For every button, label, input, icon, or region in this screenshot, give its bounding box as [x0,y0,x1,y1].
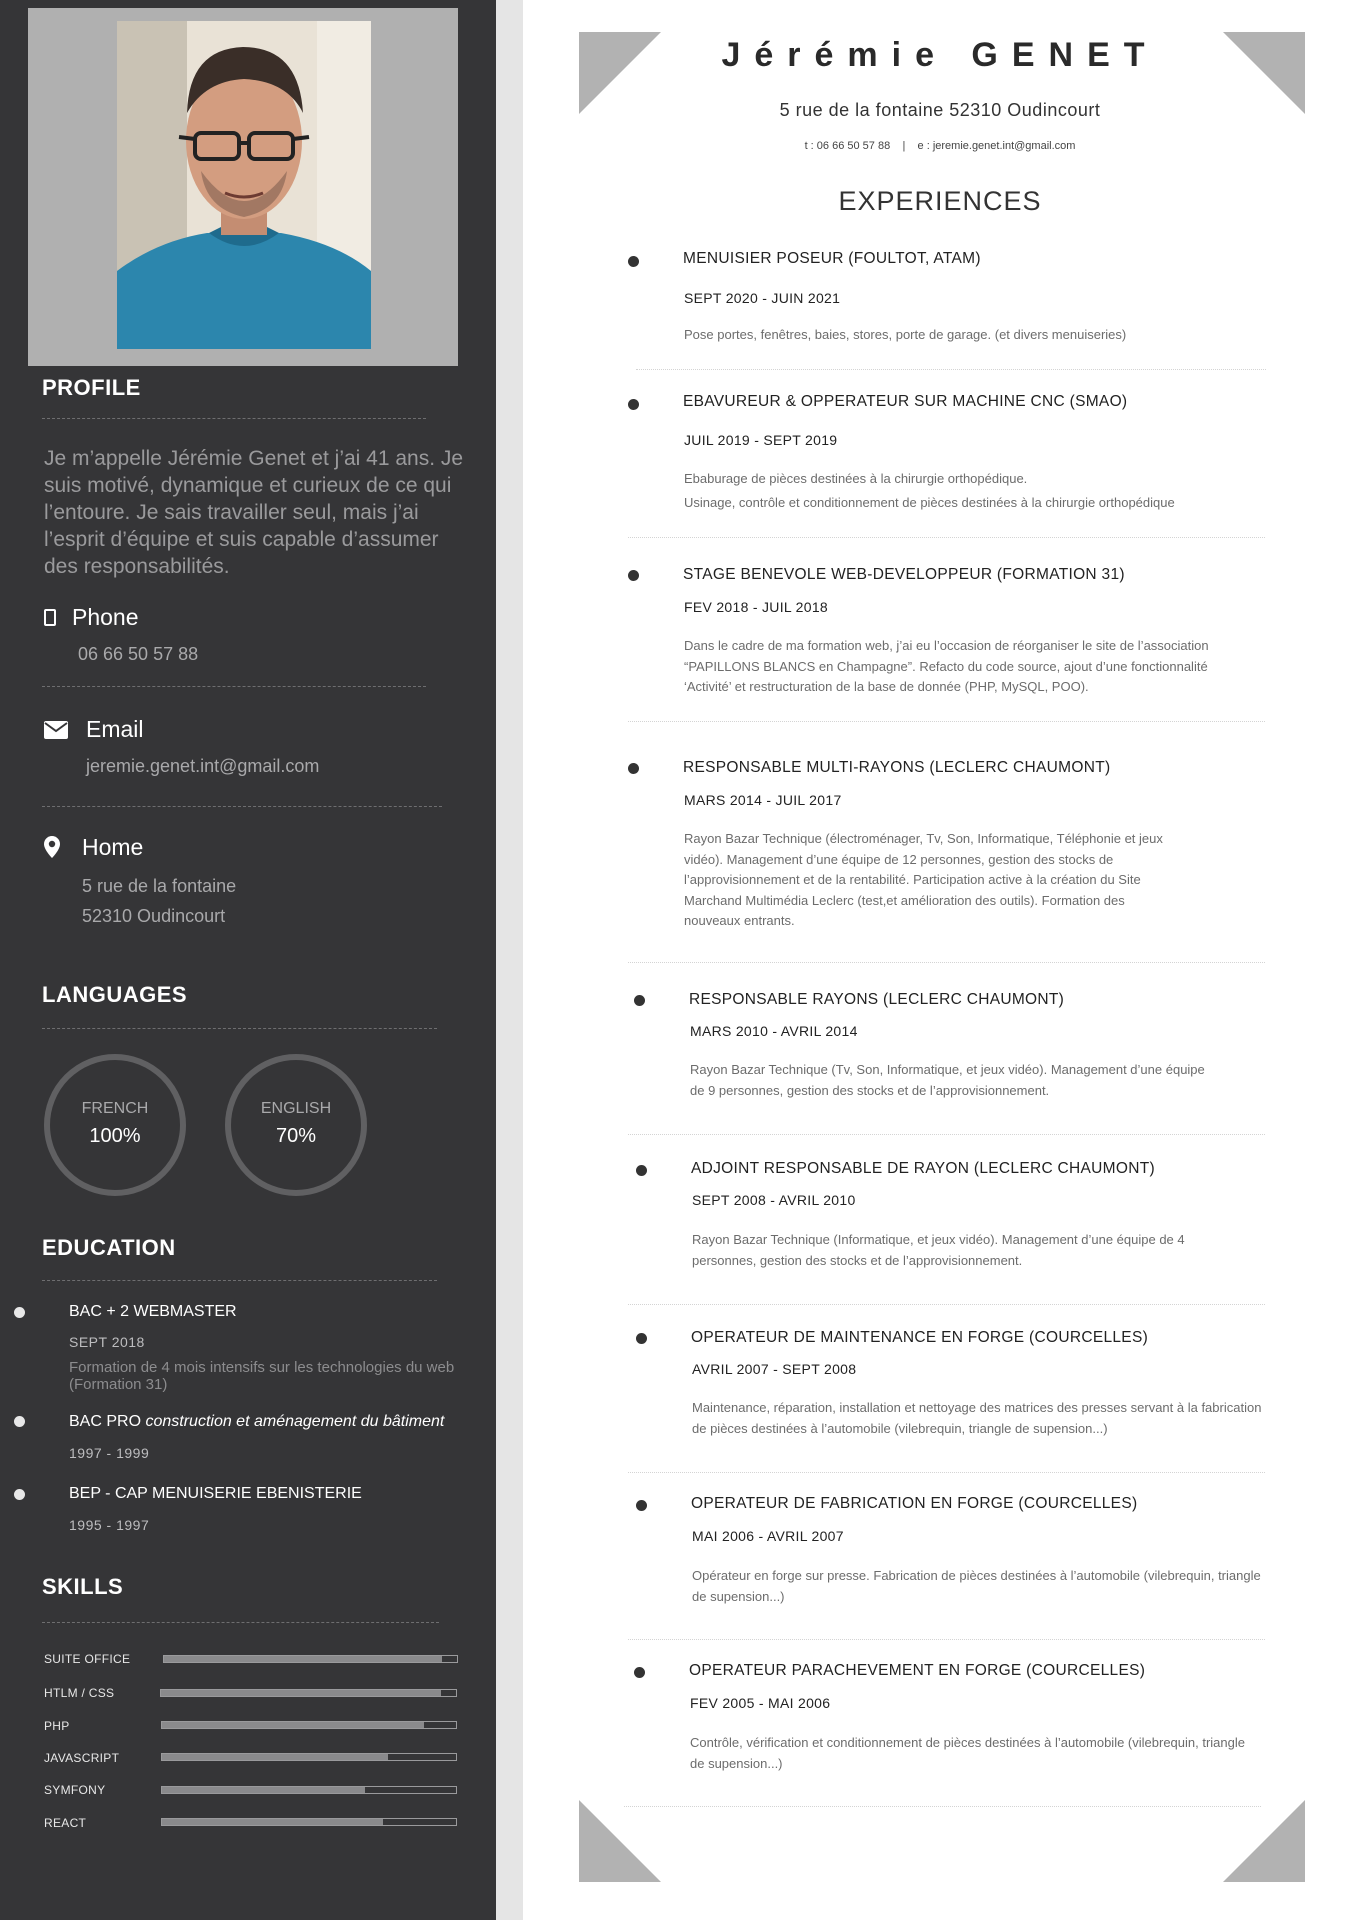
skill-bar [160,1689,457,1697]
header-phone: t : 06 66 50 57 88 [804,140,891,152]
header-separator: | [902,140,906,152]
education-date: 1995 - 1997 [69,1517,150,1533]
skill-bar [161,1786,457,1794]
profile-photo-frame [28,8,458,366]
education-title: BAC + 2 WEBMASTER [69,1303,237,1320]
skill-bar-fill [162,1787,365,1793]
language-name: ENGLISH [260,1100,332,1117]
header-address: 5 rue de la fontaine 52310 Oudincourt [779,100,1101,120]
language-name: FRENCH [81,1100,149,1117]
map-pin-icon [44,836,60,858]
corner-decoration-bottom-right [1223,1800,1305,1882]
experience-separator [628,1639,1265,1640]
experience-desc: Rayon Bazar Technique (Tv, Son, Informatique, et jeux vidéo). Management d’une équipe de 9 personnes, gestion des stocks et de l’approvisionnement. [690,1062,1205,1098]
experience-bullet [628,570,639,581]
experience-separator [624,1806,1261,1807]
experience-date: MARS 2014 - JUIL 2017 [684,792,842,808]
experience-desc: Rayon Bazar Technique (électroménager, Tv, Son, Informatique, Téléphonie et jeux vidéo). Management d’une équipe de 12 personnes, gestion des stocks de l’approvisionnement et de la rentabilité. Participation active à la création du Site Marchand Multimédia Leclerc (test,et amélioration des outils). Formation des nouveaux entrants. [684,831,1163,928]
experience-bullet [636,1333,647,1344]
experience-date: FEV 2018 - JUIL 2018 [684,599,829,615]
home-address-line1: 5 rue de la fontaine [82,876,237,896]
experience-desc: Ebaburage de pièces destinées à la chirurgie orthopédique. Usinage, contrôle et conditionnement de pièces destinées à la chirurgie orthopédique [684,471,1175,510]
experience-date: FEV 2005 - MAI 2006 [690,1695,831,1711]
education-date: SEPT 2018 [69,1334,145,1350]
experience-title: STAGE BENEVOLE WEB-DEVELOPPEUR (FORMATION 31) [683,566,1125,583]
language-percent: 100% [89,1125,141,1147]
skill-bar-fill [164,1656,442,1662]
experience-title: ADJOINT RESPONSABLE DE RAYON (LECLERC CHAUMONT) [691,1160,1155,1177]
experience-bullet [636,1165,647,1176]
experience-desc: Rayon Bazar Technique (Informatique, et jeux vidéo). Management d’une équipe de 4 personnes, gestion des stocks et de l’approvisionnement. [692,1232,1185,1268]
experience-bullet [636,1500,647,1511]
language-percent: 70% [275,1125,317,1147]
experience-separator [628,1472,1265,1473]
skill-bar-fill [162,1754,388,1760]
experience-desc: Dans le cadre de ma formation web, j’ai eu l’occasion de réorganiser le site de l’association “PAPILLONS BLANCS en Champagne”. Refacto du code source, ajout d’une fonctionnalité ‘Activité’ et restructuration de la base de donnée (PHP, MySQL, POO). [684,638,1209,694]
sidebar [0,0,496,1920]
skill-name: SYMFONY [44,1783,106,1797]
education-title-prefix: BAC PRO [69,1413,142,1430]
experience-separator [628,1134,1265,1135]
email-value: jeremie.genet.int@gmail.com [86,756,320,776]
corner-decoration-bottom-left [579,1800,661,1882]
skills-heading: SKILLS [42,1574,124,1599]
home-label: Home [82,834,144,860]
skill-bar [161,1818,457,1826]
gutter [496,0,523,1920]
divider [42,1280,437,1281]
education-date: 1997 - 1999 [69,1445,150,1461]
education-bullet [14,1416,25,1427]
profile-text: Je m’appelle Jérémie Genet et j’ai 41 ans. Je suis motivé, dynamique et curieux de ce qui l’entoure. Je sais travailler seul, mais j’ai l’esprit d’équipe et suis capable d’assumer des responsabilités. [44,447,464,578]
experience-desc: Pose portes, fenêtres, baies, stores, porte de garage. (et divers menuiseries) [684,327,1127,342]
skill-name: SUITE OFFICE [44,1652,131,1666]
experience-desc: Maintenance, réparation, installation et nettoyage des matrices des presses servant à la fabrication de pièces destinées à l’automobile (vilebrequin, triangle de supension...) [692,1400,1262,1436]
skill-bar [163,1655,458,1663]
experiences-heading: EXPERIENCES [838,186,1042,216]
experience-date: SEPT 2008 - AVRIL 2010 [692,1192,856,1208]
education-title-italic: construction et aménagement du bâtiment [145,1413,445,1430]
experience-date: SEPT 2020 - JUIN 2021 [684,290,841,306]
header-contact-line [523,140,1357,152]
skill-bar [161,1721,457,1729]
experience-separator [628,962,1265,963]
experience-separator [628,1304,1265,1305]
experience-bullet [628,256,639,267]
experience-title: OPERATEUR DE MAINTENANCE EN FORGE (COURCELLES) [691,1329,1149,1346]
experience-bullet [628,763,639,774]
experience-desc: Opérateur en forge sur presse. Fabrication de pièces destinées à l’automobile (vilebrequin, triangle de supension...) [692,1568,1261,1604]
education-bullet [14,1489,25,1500]
experience-title: RESPONSABLE RAYONS (LECLERC CHAUMONT) [689,991,1065,1008]
experience-title: RESPONSABLE MULTI-RAYONS (LECLERC CHAUMONT) [683,759,1111,776]
experience-bullet [634,1667,645,1678]
full-name: Jérémie GENET [721,36,1159,74]
languages-heading: LANGUAGES [42,982,188,1007]
divider [42,1028,437,1029]
education-bullet [14,1307,25,1318]
skill-name: REACT [44,1816,87,1830]
education-desc: Formation de 4 mois intensifs sur les technologies du web (Formation 31) [69,1359,455,1393]
divider [42,418,426,419]
experience-title: MENUISIER POSEUR (FOULTOT, ATAM) [683,250,981,267]
skill-name: HTLM / CSS [44,1686,115,1700]
skill-bar [161,1753,457,1761]
experience-separator [636,369,1266,370]
experience-separator [628,537,1265,538]
skill-bar-fill [162,1722,424,1728]
experience-separator [628,721,1265,722]
phone-value: 06 66 50 57 88 [78,644,199,664]
experience-desc: Contrôle, vérification et conditionnement de pièces destinées à l’automobile (vilebrequin, triangle de supension...) [690,1735,1245,1771]
divider [42,806,442,807]
divider [42,1622,439,1623]
skill-bar-fill [162,1819,383,1825]
experience-date: AVRIL 2007 - SEPT 2008 [692,1361,857,1377]
phone-label: Phone [72,604,139,630]
education-title: BEP - CAP MENUISERIE EBENISTERIE [69,1485,362,1502]
experience-title: EBAVUREUR & OPPERATEUR SUR MACHINE CNC (SMAO) [683,393,1128,410]
skill-name: JAVASCRIPT [44,1751,120,1765]
experience-date: MAI 2006 - AVRIL 2007 [692,1528,844,1544]
experience-date: JUIL 2019 - SEPT 2019 [684,432,838,448]
experience-title: OPERATEUR PARACHEVEMENT EN FORGE (COURCELLES) [689,1662,1146,1679]
phone-icon [44,609,56,626]
divider [42,686,426,687]
education-title [69,1413,444,1431]
envelope-icon [44,721,68,739]
experience-title: OPERATEUR DE FABRICATION EN FORGE (COURCELLES) [691,1495,1138,1512]
education-heading: EDUCATION [42,1235,176,1260]
skill-bar-fill [161,1690,441,1696]
main-content [523,0,1357,1920]
home-address-line2: 52310 Oudincourt [82,906,226,926]
experience-bullet [634,995,645,1006]
experience-bullet [628,399,639,410]
header-email: e : jeremie.genet.int@gmail.com [917,140,1076,152]
experience-date: MARS 2010 - AVRIL 2014 [690,1023,858,1039]
profile-photo [117,21,371,349]
email-label: Email [86,716,144,742]
skill-name: PHP [44,1719,70,1733]
profile-heading: PROFILE [42,375,141,400]
